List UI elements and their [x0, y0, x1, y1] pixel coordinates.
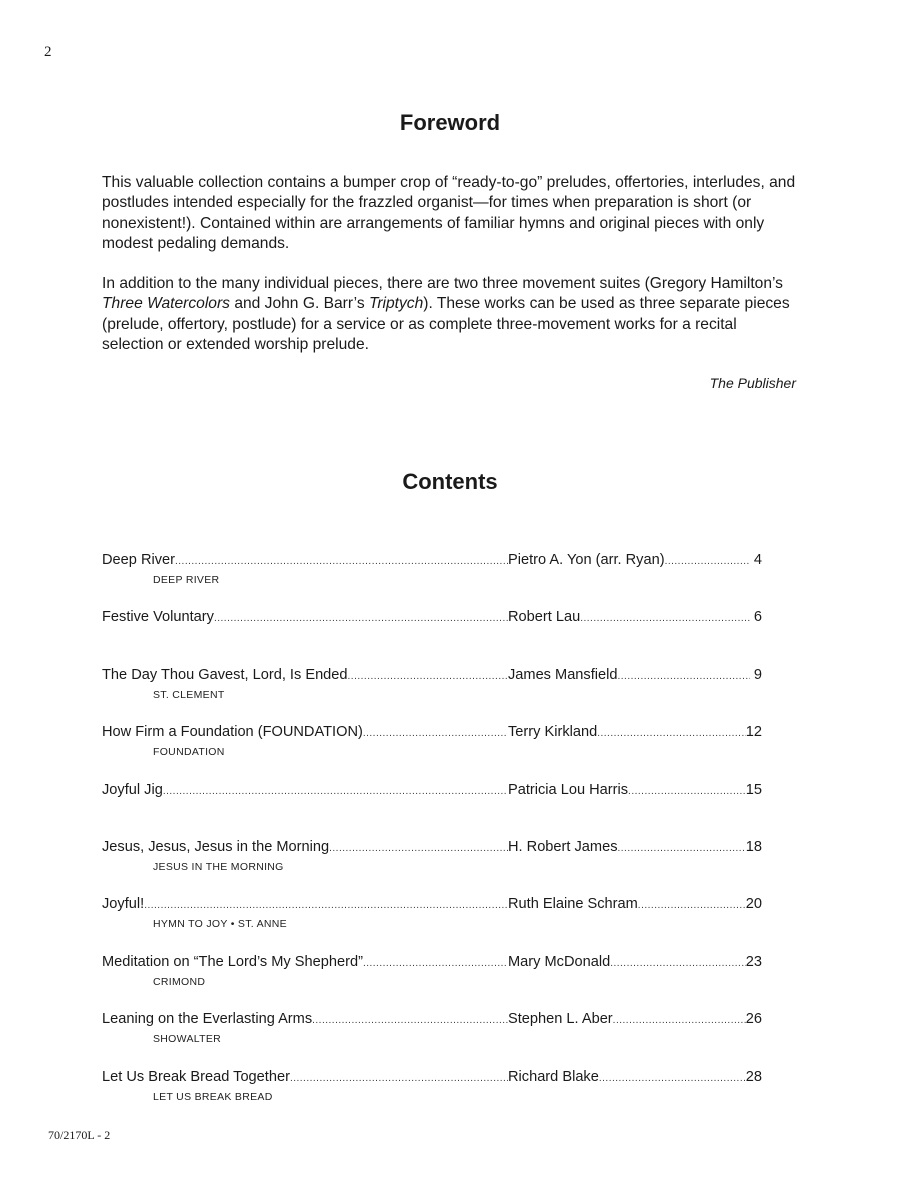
- dot-leader: [363, 954, 508, 974]
- toc-line: [102, 894, 762, 916]
- toc-title-cell: [102, 722, 508, 744]
- toc-entry: [102, 780, 762, 837]
- contents-title: Contents: [402, 469, 498, 494]
- toc-title-cell: [102, 780, 508, 802]
- toc-tune-name: SHOWALTER: [153, 1033, 222, 1046]
- dot-leader: [618, 667, 751, 687]
- toc-entry: [102, 837, 762, 894]
- toc-composer-cell: [508, 1009, 762, 1031]
- paragraph-text: and John G. Barr’s: [229, 295, 369, 313]
- toc-entry: [102, 952, 762, 1009]
- toc-composer-cell: [508, 550, 762, 572]
- catalog-code: 70/2170L - 2: [48, 1128, 111, 1142]
- toc-composer-cell: [508, 1067, 762, 1089]
- foreword-paragraph-2: [102, 274, 802, 355]
- toc-page-number: 15: [745, 781, 762, 798]
- toc-composer: Richard Blake: [508, 1068, 599, 1085]
- toc-composer: Patricia Lou Harris: [508, 781, 629, 798]
- dot-leader: [363, 724, 508, 744]
- toc-line: [102, 1009, 762, 1031]
- foreword-paragraph-1: This valuable collection contains a bumper crop of “ready-to-go” preludes, offertories, interludes, and postludes intended especially for the frazzled organist—for times when preparation is short (or nonexistent!). Contained within are arrangements of familiar hymns and original pieces with only modest pedaling demands.: [102, 174, 796, 252]
- dot-leader: [613, 1011, 746, 1031]
- toc-title-cell: [102, 1009, 508, 1031]
- toc-page-number: 23: [745, 953, 762, 970]
- dot-leader: [628, 782, 746, 802]
- toc-composer-cell: [508, 780, 762, 802]
- paragraph-text: ). These works can be used as three separate pieces (prelude, offertory, postlude) for a service or as complete three-movement works for a recital selection or extended worship prelude.: [102, 295, 790, 354]
- toc-composer: Robert Lau: [508, 609, 581, 626]
- table-of-contents: [102, 550, 762, 1124]
- toc-line: [102, 722, 762, 744]
- toc-title-cell: [102, 837, 508, 859]
- toc-title: Festive Voluntary: [102, 609, 214, 626]
- toc-line: [102, 607, 762, 629]
- toc-composer: Ruth Elaine Schram: [508, 896, 638, 913]
- toc-line: [102, 780, 762, 802]
- toc-tune-name: ST. CLEMENT: [153, 688, 225, 701]
- toc-entry: [102, 665, 762, 722]
- suite-title: Triptych: [368, 295, 424, 313]
- foreword-body: [102, 173, 802, 375]
- dot-leader: [329, 839, 508, 859]
- toc-tune-name: FOUNDATION: [153, 746, 225, 759]
- toc-tune-name: LET US BREAK BREAD: [153, 1090, 273, 1103]
- toc-composer: Mary McDonald: [508, 953, 611, 970]
- foreword-title: Foreword: [399, 110, 501, 135]
- toc-composer-cell: [508, 952, 762, 974]
- dot-leader: [163, 782, 508, 802]
- toc-tune-name: HYMN TO JOY • ST. ANNE: [153, 918, 287, 931]
- dot-leader: [312, 1011, 508, 1031]
- toc-line: [102, 837, 762, 859]
- toc-composer-cell: [508, 665, 762, 687]
- dot-leader: [665, 552, 750, 572]
- toc-page-number: 26: [745, 1011, 762, 1028]
- toc-page-number: 28: [745, 1068, 762, 1085]
- toc-composer-cell: [508, 607, 762, 629]
- paragraph-text: In addition to the many individual pieces, there are two three movement suites (Gregory Hamilton’s: [102, 275, 783, 293]
- dot-leader: [610, 954, 746, 974]
- toc-title: Jesus, Jesus, Jesus in the Morning: [102, 838, 330, 855]
- toc-page-number: 4: [753, 552, 762, 568]
- page-number: 2: [44, 44, 52, 60]
- toc-line: [102, 550, 762, 572]
- toc-title: Joyful!: [102, 896, 145, 913]
- toc-tune-name: JESUS IN THE MORNING: [153, 860, 284, 873]
- dot-leader: [599, 1069, 746, 1089]
- toc-line: [102, 952, 762, 974]
- dot-leader: [618, 839, 746, 859]
- toc-title-cell: [102, 550, 508, 572]
- toc-entry: [102, 1009, 762, 1066]
- toc-composer-cell: [508, 837, 762, 859]
- toc-entry: [102, 607, 762, 664]
- dot-leader: [638, 896, 746, 916]
- toc-title: How Firm a Foundation (FOUNDATION): [102, 724, 363, 741]
- toc-page-number: 18: [745, 838, 762, 855]
- toc-composer: Terry Kirkland: [508, 724, 598, 741]
- dot-leader: [597, 724, 746, 744]
- toc-title: Leaning on the Everlasting Arms: [102, 1011, 313, 1028]
- foreword-signature: The Publisher: [709, 375, 796, 391]
- toc-title-cell: [102, 665, 508, 687]
- toc-entry: [102, 722, 762, 779]
- dot-leader: [580, 609, 750, 629]
- toc-title-cell: [102, 607, 508, 629]
- toc-title: Meditation on “The Lord’s My Shepherd”: [102, 953, 363, 970]
- dot-leader: [175, 552, 508, 572]
- toc-title-cell: [102, 894, 508, 916]
- toc-tune-name: DEEP RIVER: [153, 574, 220, 586]
- toc-line: [102, 665, 762, 687]
- toc-entry: [102, 1067, 762, 1124]
- toc-page-number: 20: [745, 896, 762, 913]
- toc-title: The Day Thou Gavest, Lord, Is Ended: [102, 666, 348, 683]
- toc-composer: Stephen L. Aber: [508, 1011, 613, 1028]
- toc-page-number: 9: [753, 666, 762, 683]
- toc-composer-cell: [508, 894, 762, 916]
- dot-leader: [144, 896, 508, 916]
- dot-leader: [290, 1069, 508, 1089]
- toc-title-cell: [102, 1067, 508, 1089]
- toc-line: [102, 1067, 762, 1089]
- dot-leader: [214, 609, 508, 629]
- toc-composer: H. Robert James: [508, 838, 618, 855]
- toc-composer-cell: [508, 722, 762, 744]
- suite-title: Three Watercolors: [102, 295, 230, 313]
- toc-entry: [102, 894, 762, 951]
- toc-page-number: 12: [745, 724, 762, 741]
- toc-title: Joyful Jig: [102, 781, 163, 798]
- toc-composer: James Mansfield: [508, 666, 618, 683]
- toc-entry: [102, 550, 762, 607]
- toc-title: Let Us Break Bread Together: [102, 1068, 290, 1085]
- toc-composer: Pietro A. Yon (arr. Ryan): [508, 552, 665, 568]
- toc-title: Deep River: [102, 552, 175, 568]
- toc-title-cell: [102, 952, 508, 974]
- dot-leader: [348, 667, 508, 687]
- toc-page-number: 6: [753, 609, 762, 626]
- toc-tune-name: CRIMOND: [153, 975, 206, 988]
